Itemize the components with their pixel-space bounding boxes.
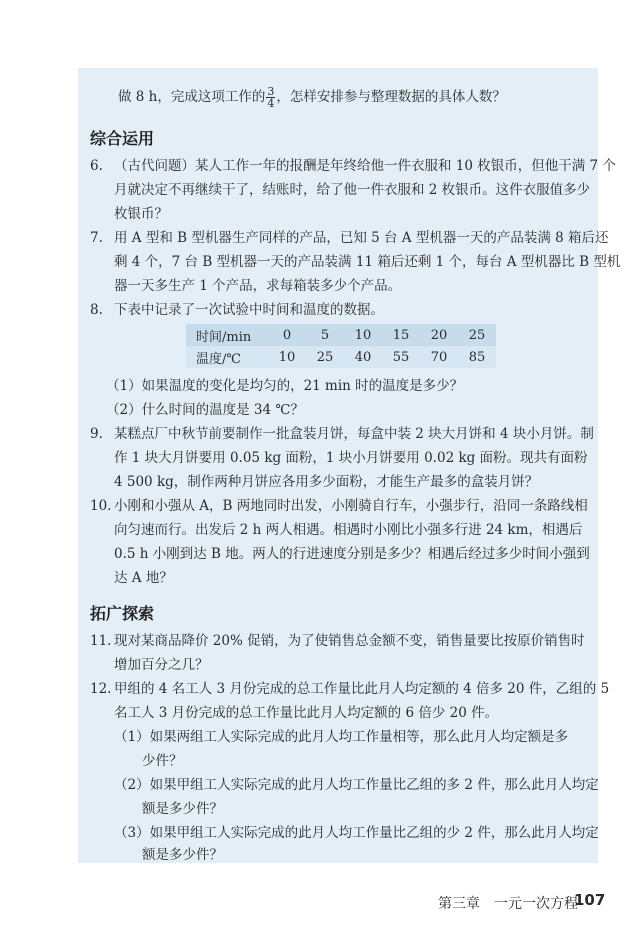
table-cell: 15 <box>382 324 420 346</box>
problem-number: 11. <box>90 633 112 649</box>
problem-11-line-1: 11. 现对某商品降价 20% 促销，为了使销售总金额不变，销售量要比按原价销售时 <box>90 633 585 649</box>
problem-number: 9. <box>90 426 103 442</box>
problem-8-line-1: 8. 下表中记录了一次试验中时间和温度的数据。 <box>90 302 384 318</box>
problem-12-line-2: 名工人 3 月份完成的总工作量比此月人均定额的 6 倍少 20 件。 <box>114 705 499 721</box>
intro-text-2: ，怎样安排参与整理数据的具体人数？ <box>276 89 506 105</box>
problem-12-question-1-cont: 少件？ <box>142 753 183 769</box>
page-number: 107 <box>574 891 606 909</box>
problem-9-line-1: 9. 某糕点厂中秋节前要制作一批盒装月饼，每盒中装 2 块大月饼和 4 块小月饼。制 <box>90 426 594 442</box>
problem-12-line-1: 12. 甲组的 4 名工人 3 月份完成的总工作量比此月人均定额的 4 倍多 20 件，乙组的 5 <box>90 681 610 697</box>
problem-number: 10. <box>90 498 112 514</box>
table-cell: 25 <box>306 346 344 368</box>
problem-6-line-1: 6. （古代问题）某人工作一年的报酬是年终给他一件衣服和 10 枚银币，但他干满 7 个 <box>90 158 616 174</box>
problem-7-line-2: 剩 4 个，7 台 B 型机器一天的产品装满 11 箱后还剩 1 个，每台 A 型机器比 B 型机 <box>114 254 621 270</box>
problem-12-question-1: （1）如果两组工人实际完成的此月人均工作量相等，那么此月人均定额是多 <box>114 729 569 745</box>
section-heading-apply: 综合运用 <box>90 129 155 148</box>
chapter-title: 第三章 一元一次方程 <box>438 896 578 912</box>
table-cell: 20 <box>420 324 458 346</box>
section-heading-extend: 拓广探索 <box>90 604 155 623</box>
problem-8-question-1: （1）如果温度的变化是均匀的，21 min 时的温度是多少？ <box>106 378 464 394</box>
problem-12-question-2-cont: 额是多少件？ <box>142 801 223 817</box>
table-row-label: 时间/min <box>186 324 268 346</box>
table-cell: 5 <box>306 324 344 346</box>
problem-number: 6. <box>90 158 103 174</box>
table-cell: 55 <box>382 346 420 368</box>
problem-10-line-3: 0.5 h 小刚到达 B 地。两人的行进速度分别是多少？相遇后经过多少时间小强到 <box>114 546 590 562</box>
problem-11-line-2: 增加百分之几？ <box>114 657 209 673</box>
problem-12-question-3-cont: 额是多少件？ <box>142 847 223 863</box>
table-cell: 40 <box>344 346 382 368</box>
table-cell: 70 <box>420 346 458 368</box>
table-cell: 10 <box>268 346 306 368</box>
problem-7-line-1: 7. 用 A 型和 B 型机器生产同样的产品，已知 5 台 A 型机器一天的产品装满 8 箱后还 <box>90 230 609 246</box>
table-row-time <box>186 324 496 346</box>
table-cell: 25 <box>458 324 496 346</box>
problem-8-question-2: （2）什么时间的温度是 34 ℃？ <box>106 402 304 418</box>
table-cell: 85 <box>458 346 496 368</box>
time-temperature-table <box>186 324 496 368</box>
intro-line <box>118 86 506 109</box>
table-row-label: 温度/℃ <box>186 346 268 368</box>
problem-number: 7. <box>90 230 103 246</box>
intro-text-1: 做 8 h，完成这项工作的 <box>118 89 266 105</box>
problem-7-line-3: 器一天多生产 1 个产品，求每箱装多少个产品。 <box>114 278 402 294</box>
table-cell: 10 <box>344 324 382 346</box>
problem-10-line-4: 达 A 地？ <box>114 570 173 586</box>
table-cell: 0 <box>268 324 306 346</box>
fraction: $\frac{3}{4}$ <box>267 85 275 110</box>
problem-number: 12. <box>90 681 112 697</box>
problem-9-line-2: 作 1 块大月饼要用 0.05 kg 面粉，1 块小月饼要用 0.02 kg 面粉。现共有面粉 <box>114 450 588 466</box>
problem-10-line-2: 向匀速而行。出发后 2 h 两人相遇。相遇时小刚比小强多行进 24 km，相遇后 <box>114 522 583 538</box>
table-row-temperature <box>186 346 496 368</box>
problem-6-line-3: 枚银币？ <box>114 206 168 222</box>
problem-10-line-1: 10. 小刚和小强从 A，B 两地同时出发，小刚骑自行车，小强步行，沿同一条路线相 <box>90 498 588 514</box>
problem-12-question-3: （3）如果甲组工人实际完成的此月人均工作量比乙组的少 2 件，那么此月人均定 <box>114 825 599 841</box>
problem-12-question-2: （2）如果甲组工人实际完成的此月人均工作量比乙组的多 2 件，那么此月人均定 <box>114 777 599 793</box>
problem-9-line-3: 4 500 kg，制作两种月饼应各用多少面粉，才能生产最多的盒装月饼？ <box>114 474 539 490</box>
problem-6-line-2: 月就决定不再继续干了，结账时，给了他一件衣服和 2 枚银币。这件衣服值多少 <box>114 182 591 198</box>
problem-number: 8. <box>90 302 103 318</box>
